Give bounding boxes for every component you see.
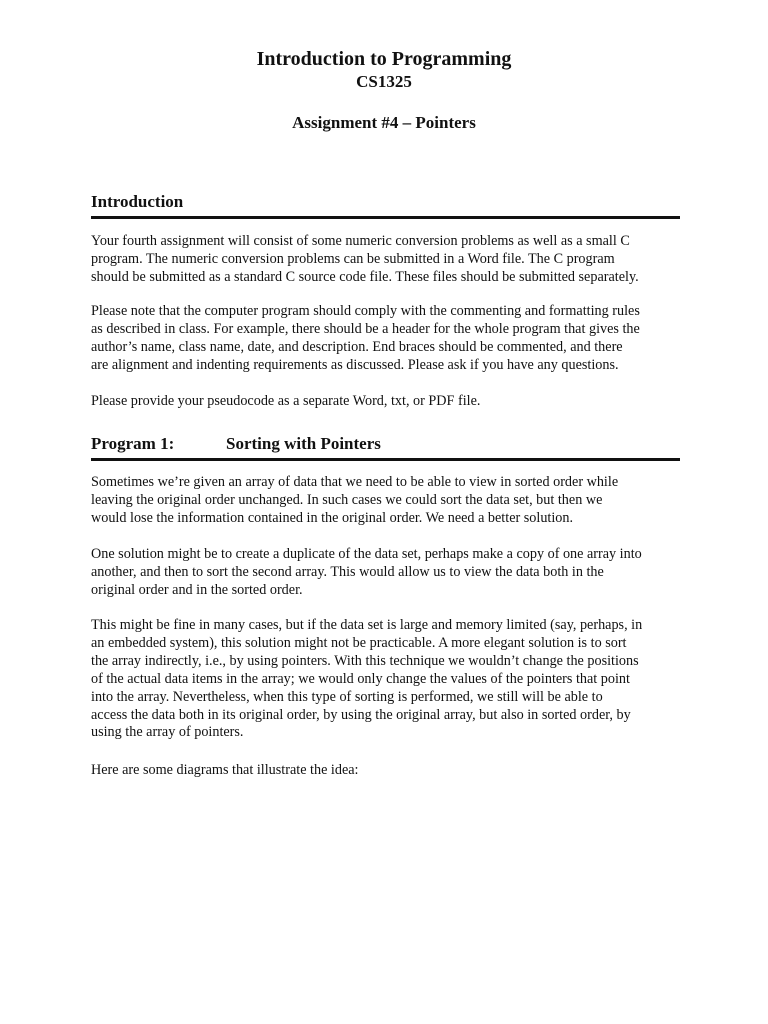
text-line: original order and in the sorted order. — [91, 581, 303, 598]
assignment-title: Assignment #4 – Pointers — [292, 113, 476, 132]
text-line: access the data both in its original order, by using the original array, but also in sorted order, by — [91, 706, 631, 723]
text-line: author’s name, class name, date, and description. End braces should be commented, and there — [91, 338, 623, 355]
text-line: using the array of pointers. — [91, 724, 244, 741]
text-line: of the actual data items in the array; we would only change the values of the pointers that point — [91, 670, 630, 687]
text-line: as described in class. For example, there should be a header for the whole program that gives the — [91, 320, 640, 337]
text-line: Here are some diagrams that illustrate the idea: — [91, 762, 359, 778]
text-line: Please provide your pseudocode as a separate Word, txt, or PDF file. — [91, 393, 481, 409]
text-line: another, and then to sort the second array. This would allow us to view the data both in the — [91, 563, 604, 580]
text-line: are alignment and indenting requirements as discussed. Please ask if you have any questions. — [91, 356, 619, 373]
text-line: program. The numeric conversion problems can be submitted in a Word file. The C program — [91, 250, 615, 267]
text-line: Your fourth assignment will consist of some numeric conversion problems as well as a small C — [91, 233, 630, 249]
program-number: Program 1: — [91, 434, 175, 453]
text-line: into the array. Nevertheless, when this type of sorting is performed, we still will be able to — [91, 688, 603, 705]
text-line: Sometimes we’re given an array of data that we need to be able to view in sorted order while — [91, 474, 619, 490]
program1-heading — [91, 433, 680, 461]
program1-paragraph-3 — [91, 617, 691, 742]
text-line: This might be fine in many cases, but if the data set is large and memory limited (say, perhaps, in — [91, 617, 643, 633]
text-line: an embedded system), this solution might not be practicable. A more elegant solution is to sort — [91, 634, 627, 651]
program1-paragraph-4 — [91, 762, 691, 780]
intro-paragraph-3 — [91, 393, 691, 411]
text-line: leaving the original order unchanged. In such cases we could sort the data set, but then we — [91, 491, 603, 508]
introduction-heading: Introduction — [91, 191, 680, 219]
program1-paragraph-1 — [91, 474, 691, 528]
program-title: Sorting with Pointers — [226, 434, 381, 453]
text-line: should be submitted as a standard C source code file. These files should be submitted separately. — [91, 268, 639, 285]
program1-paragraph-2 — [91, 546, 691, 600]
text-line: One solution might be to create a duplicate of the data set, perhaps make a copy of one array into — [91, 546, 642, 562]
text-line: would lose the information contained in the original order. We need a better solution. — [91, 509, 574, 526]
text-line: the array indirectly, i.e., by using pointers. With this technique we wouldn’t change the positions — [91, 652, 639, 669]
course-code: CS1325 — [356, 72, 412, 91]
text-line: Please note that the computer program should comply with the commenting and formatting rules — [91, 303, 640, 319]
intro-paragraph-1 — [91, 233, 691, 287]
document-title: Introduction to Programming — [256, 48, 512, 70]
intro-paragraph-2 — [91, 303, 691, 375]
